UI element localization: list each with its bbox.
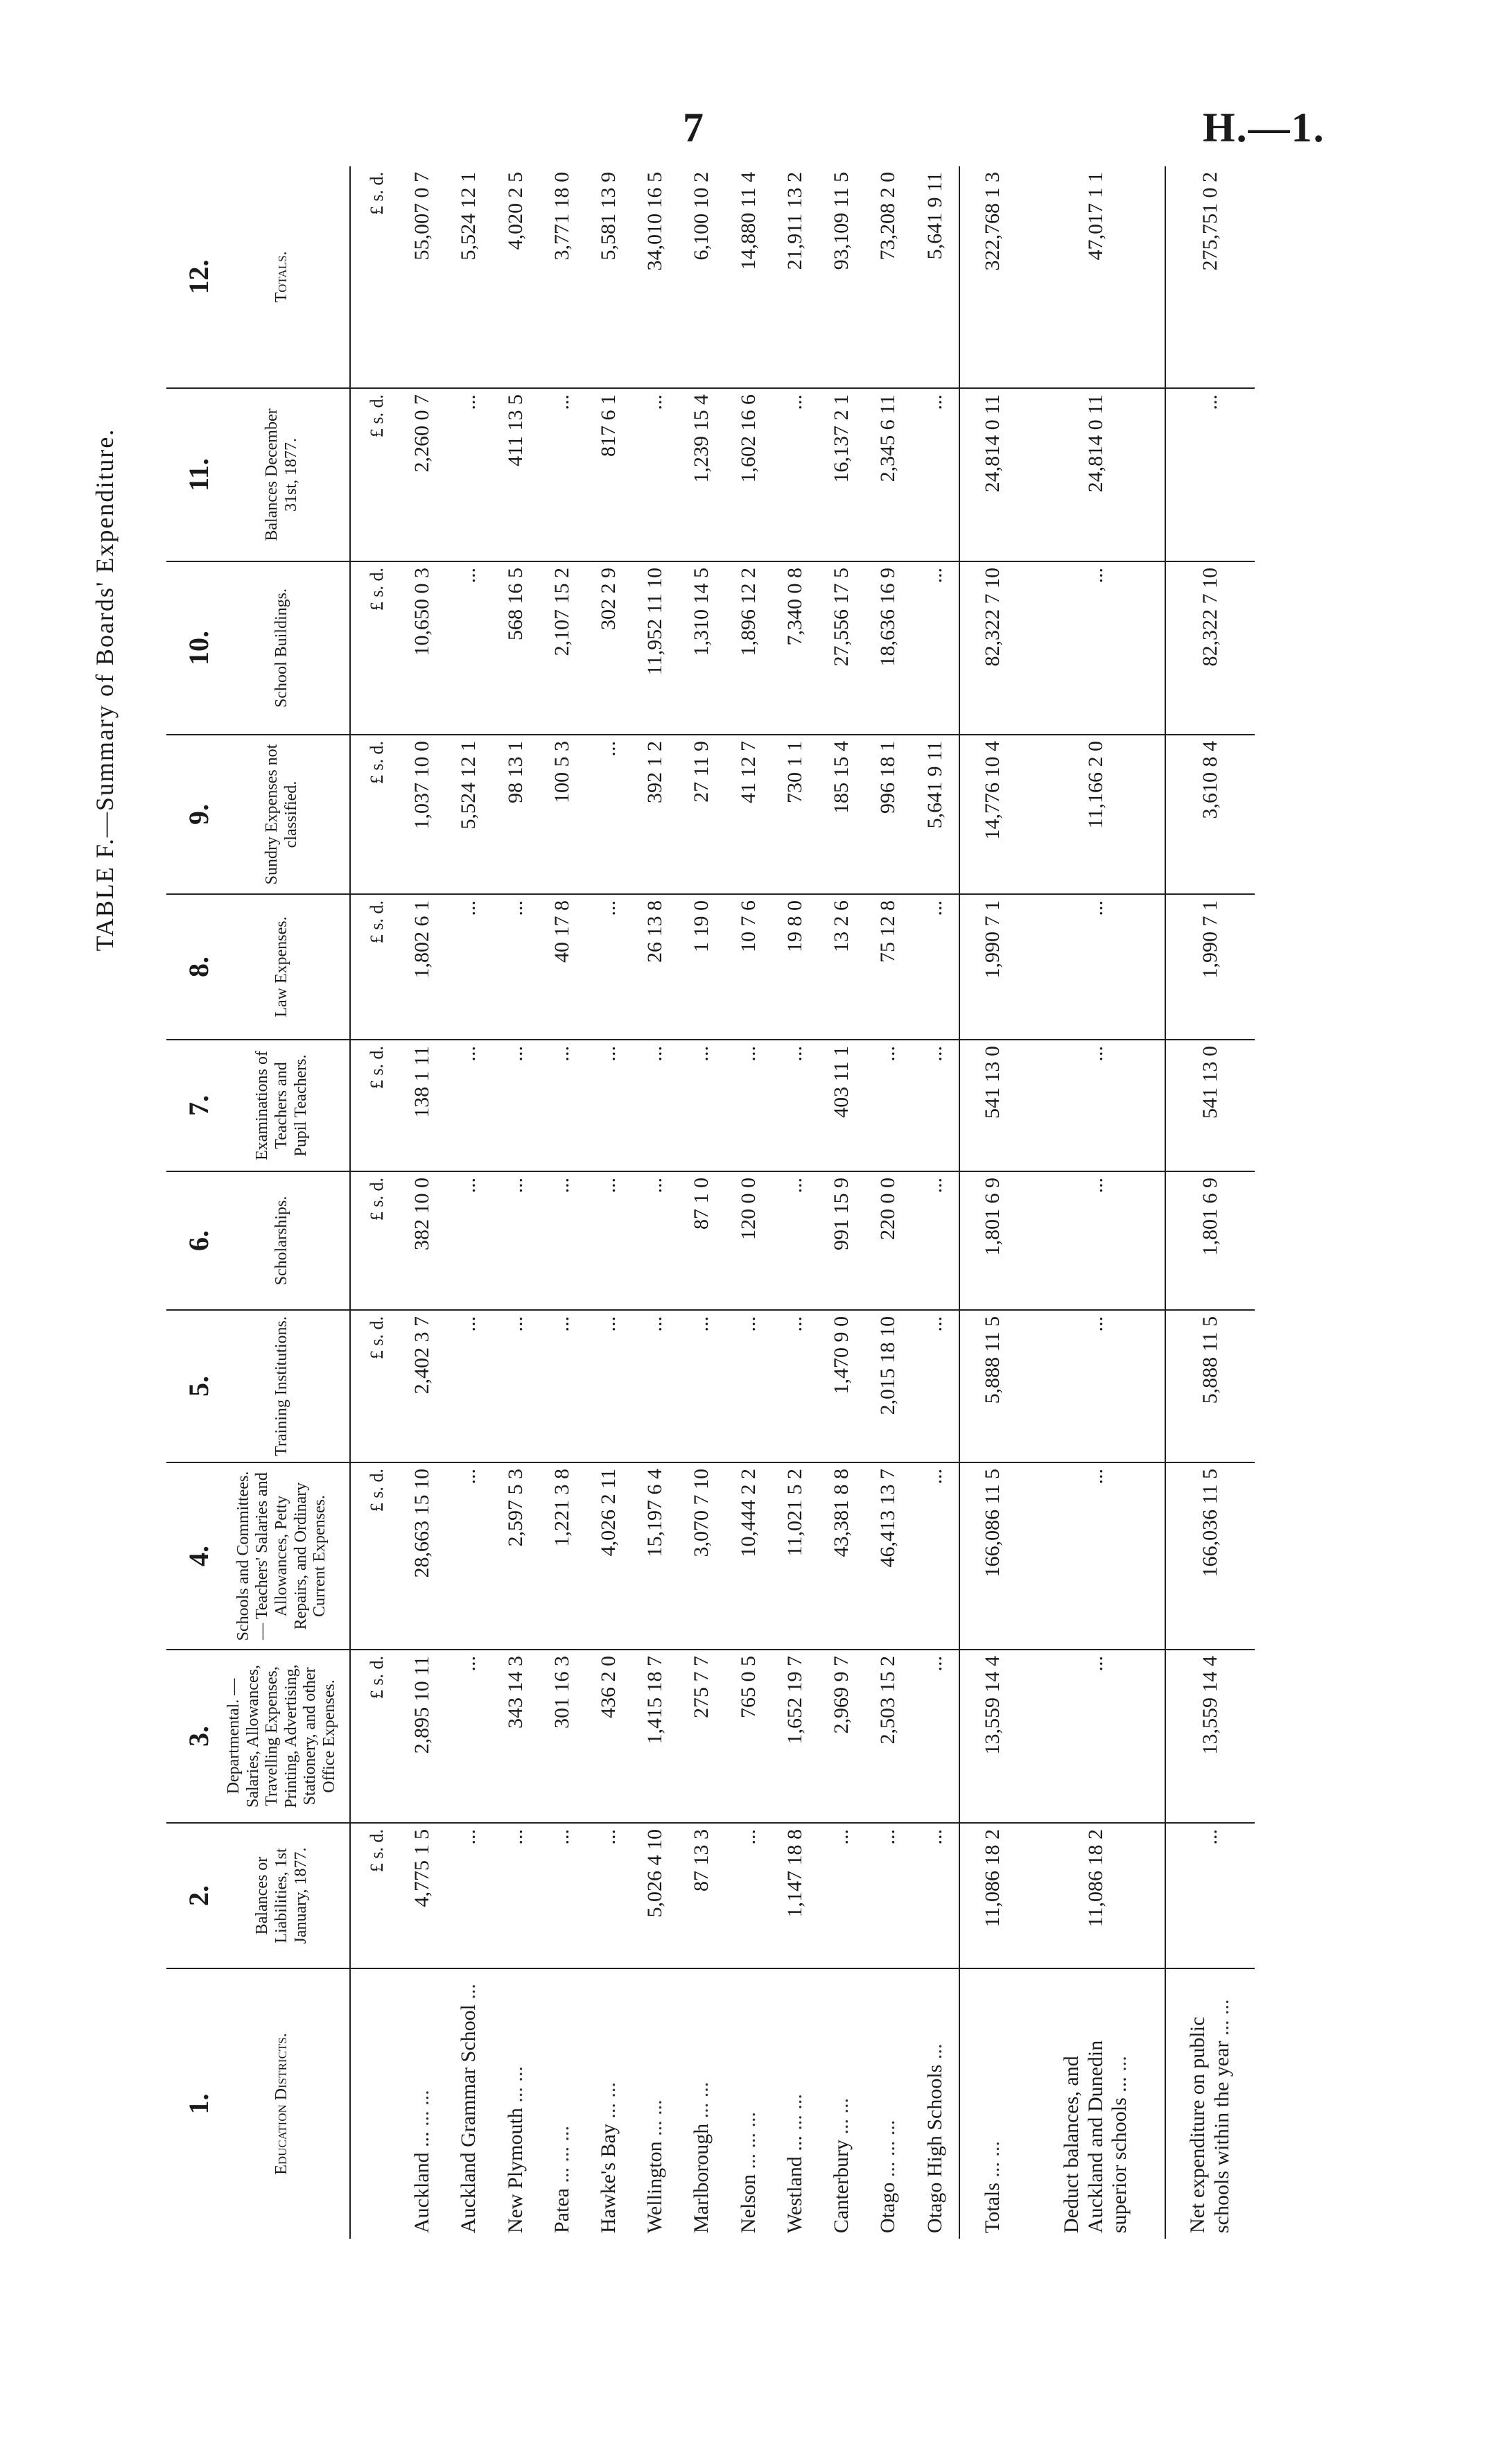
amount-cell: ... xyxy=(492,1310,539,1462)
document-reference: H.—1. xyxy=(1203,105,1325,150)
amount-cell: 11,021 5 2 xyxy=(772,1462,818,1650)
amount-cell: ... xyxy=(539,1040,585,1171)
amount-cell: ... xyxy=(1019,1650,1165,1823)
column-heading-training: Training Institutions. xyxy=(220,1310,350,1462)
deduct-row xyxy=(1019,166,1165,2239)
amount-cell: 5,888 11 5 xyxy=(1165,1310,1255,1462)
amount-cell: 2,895 10 11 xyxy=(399,1650,446,1823)
amount-cell: 18,636 16 9 xyxy=(865,561,912,735)
unit-label: £ s. d. xyxy=(350,388,399,561)
amount-cell: ... xyxy=(446,894,492,1040)
column-heading-row xyxy=(220,166,350,2239)
unit-label: £ s. d. xyxy=(350,1310,399,1462)
column-heading-schools-committees: Schools and Committees. — Teachers' Salaries and Allowances, Petty Repairs, and Ordinary Current Expenses. xyxy=(220,1462,350,1650)
table-row xyxy=(492,166,539,2239)
amount-cell: 3,771 18 0 xyxy=(539,166,585,388)
amount-cell: ... xyxy=(679,1310,725,1462)
district-name: Marlborough xyxy=(690,2123,713,2233)
amount-cell: ... xyxy=(772,1040,818,1171)
amount-cell: 4,775 1 5 xyxy=(399,1823,446,1968)
amount-cell: 541 13 0 xyxy=(959,1040,1019,1171)
amount-cell: ... xyxy=(1019,1171,1165,1310)
column-number: 9. xyxy=(166,735,220,894)
amount-cell: 11,086 18 2 xyxy=(959,1823,1019,1968)
column-number-row xyxy=(166,166,220,2239)
amount-cell: 436 2 0 xyxy=(586,1650,632,1823)
amount-cell: 403 11 1 xyxy=(819,1040,865,1171)
district-cell xyxy=(586,1968,632,2239)
district-cell xyxy=(679,1968,725,2239)
unit-label: £ s. d. xyxy=(350,1462,399,1650)
amount-cell: 817 6 1 xyxy=(586,388,632,561)
amount-cell: 4,020 2 5 xyxy=(492,166,539,388)
leader-dots: ... ... ... xyxy=(736,2112,760,2169)
amount-cell: ... xyxy=(912,1171,959,1310)
leader-dots: ... xyxy=(457,1984,480,2000)
amount-cell: ... xyxy=(912,388,959,561)
amount-cell: ... xyxy=(446,1040,492,1171)
amount-cell: ... xyxy=(912,1462,959,1650)
amount-cell: 5,026 4 10 xyxy=(632,1823,679,1968)
district-cell xyxy=(446,1968,492,2239)
amount-cell: ... xyxy=(912,894,959,1040)
amount-cell: 166,036 11 5 xyxy=(1165,1462,1255,1650)
amount-cell: 34,010 16 5 xyxy=(632,166,679,388)
district-cell xyxy=(539,1968,585,2239)
amount-cell: 275 7 7 xyxy=(679,1650,725,1823)
amount-cell: 1,239 15 4 xyxy=(679,388,725,561)
district-name: Deduct balances, and Auckland and Dunedin superior schools ... xyxy=(1060,2040,1131,2233)
amount-cell: ... xyxy=(586,735,632,894)
amount-cell: 55,007 0 7 xyxy=(399,166,446,388)
amount-cell: 5,641 9 11 xyxy=(912,166,959,388)
amount-cell: 730 1 1 xyxy=(772,735,818,894)
district-name: Net expenditure on public schools within the year xyxy=(1186,2016,1233,2233)
district-cell xyxy=(632,1968,679,2239)
amount-cell: ... xyxy=(912,1650,959,1823)
amount-cell: 5,581 13 9 xyxy=(586,166,632,388)
amount-cell: 5,524 12 1 xyxy=(446,166,492,388)
amount-cell: 2,345 6 11 xyxy=(865,388,912,561)
amount-cell: ... xyxy=(492,894,539,1040)
leader-dots: ... ... xyxy=(783,2094,806,2131)
amount-cell: 98 13 1 xyxy=(492,735,539,894)
amount-cell: 2,969 9 7 xyxy=(819,1650,865,1823)
unit-label: £ s. d. xyxy=(350,1171,399,1310)
amount-cell: 11,086 18 2 xyxy=(1019,1823,1165,1968)
amount-cell: 302 2 9 xyxy=(586,561,632,735)
amount-cell: 82,322 7 10 xyxy=(959,561,1019,735)
amount-cell: ... xyxy=(586,894,632,1040)
amount-cell: 87 1 0 xyxy=(679,1171,725,1310)
column-number: 3. xyxy=(166,1650,220,1823)
unit-label: £ s. d. xyxy=(350,1823,399,1968)
amount-cell: 82,322 7 10 xyxy=(1165,561,1255,735)
amount-cell: 4,026 2 11 xyxy=(586,1462,632,1650)
amount-cell: 27,556 17 5 xyxy=(819,561,865,735)
amount-cell: 43,381 8 8 xyxy=(819,1462,865,1650)
amount-cell: 1,802 6 1 xyxy=(399,894,446,1040)
totals-row xyxy=(959,166,1019,2239)
amount-cell: ... xyxy=(539,1171,585,1310)
amount-cell: ... xyxy=(586,1171,632,1310)
district-cell xyxy=(959,1968,1019,2239)
amount-cell: ... xyxy=(446,1310,492,1462)
amount-cell: 5,524 12 1 xyxy=(446,735,492,894)
amount-cell: ... xyxy=(446,561,492,735)
amount-cell: 5,641 9 11 xyxy=(912,735,959,894)
district-cell xyxy=(399,1968,446,2239)
amount-cell: ... xyxy=(446,388,492,561)
column-heading-law: Law Expenses. xyxy=(220,894,350,1040)
amount-cell: 185 15 4 xyxy=(819,735,865,894)
amount-cell: ... xyxy=(912,1823,959,1968)
amount-cell: 120 0 0 xyxy=(725,1171,772,1310)
amount-cell: 2,597 5 3 xyxy=(492,1462,539,1650)
expenditure-table xyxy=(166,166,1255,2239)
table-row xyxy=(446,166,492,2239)
column-heading-examinations: Examinations of Teachers and Pupil Teachers. xyxy=(220,1040,350,1171)
column-heading-buildings: School Buildings. xyxy=(220,561,350,735)
amount-cell: 16,137 2 1 xyxy=(819,388,865,561)
amount-cell: 13,559 14 4 xyxy=(1165,1650,1255,1823)
column-number: 6. xyxy=(166,1171,220,1310)
leader-dots: ... ... ... xyxy=(876,2120,900,2178)
district-cell xyxy=(772,1968,818,2239)
unit-label: £ s. d. xyxy=(350,1650,399,1823)
column-heading-closing-balances: Balances December 31st, 1877. xyxy=(220,388,350,561)
amount-cell: 1,415 18 7 xyxy=(632,1650,679,1823)
amount-cell: 10,650 0 3 xyxy=(399,561,446,735)
amount-cell: 1,221 3 8 xyxy=(539,1462,585,1650)
district-cell xyxy=(1019,1968,1165,2239)
amount-cell: 41 12 7 xyxy=(725,735,772,894)
leader-dots: ... ... xyxy=(829,2098,853,2135)
amount-cell: ... xyxy=(679,1040,725,1171)
table-row xyxy=(865,166,912,2239)
amount-cell: ... xyxy=(725,1310,772,1462)
amount-cell: ... xyxy=(772,388,818,561)
district-name: Totals xyxy=(981,2183,1004,2233)
unit-label: £ s. d. xyxy=(350,894,399,1040)
column-number: 4. xyxy=(166,1462,220,1650)
amount-cell: 2,503 15 2 xyxy=(865,1650,912,1823)
table-row xyxy=(586,166,632,2239)
leader-dots: ... ... xyxy=(1210,1999,1233,2036)
leader-dots: ... xyxy=(1108,2056,1131,2072)
amount-cell: 15,197 6 4 xyxy=(632,1462,679,1650)
column-heading-districts: Education Districts. xyxy=(220,1968,350,2239)
table-row xyxy=(539,166,585,2239)
leader-dots: ... ... xyxy=(410,2090,434,2126)
column-heading-sundry: Sundry Expenses not classified. xyxy=(220,735,350,894)
amount-cell: ... xyxy=(912,561,959,735)
leader-dots: ... ... xyxy=(690,2081,713,2119)
district-cell xyxy=(819,1968,865,2239)
amount-cell: 1,801 6 9 xyxy=(1165,1171,1255,1310)
district-name: Canterbury xyxy=(829,2140,853,2233)
amount-cell: 47,017 1 1 xyxy=(1019,166,1165,388)
amount-cell: 1,310 14 5 xyxy=(679,561,725,735)
amount-cell: 322,768 1 3 xyxy=(959,166,1019,388)
amount-cell: ... xyxy=(865,1040,912,1171)
amount-cell: 14,880 11 4 xyxy=(725,166,772,388)
amount-cell: 343 14 3 xyxy=(492,1650,539,1823)
amount-cell: ... xyxy=(772,1310,818,1462)
table-row xyxy=(632,166,679,2239)
district-name: Hawke's Bay xyxy=(597,2124,620,2233)
amount-cell: 11,952 11 10 xyxy=(632,561,679,735)
amount-cell: 392 1 2 xyxy=(632,735,679,894)
net-expenditure-row xyxy=(1165,166,1255,2239)
leader-dots: ... xyxy=(923,2043,946,2060)
amount-cell: 100 5 3 xyxy=(539,735,585,894)
amount-cell: 6,100 10 2 xyxy=(679,166,725,388)
table-row xyxy=(399,166,446,2239)
table-row xyxy=(772,166,818,2239)
amount-cell: 1,990 7 1 xyxy=(1165,894,1255,1040)
amount-cell: 75 12 8 xyxy=(865,894,912,1040)
amount-cell: ... xyxy=(632,388,679,561)
unit-label: £ s. d. xyxy=(350,735,399,894)
unit-label: £ s. d. xyxy=(350,166,399,388)
amount-cell: 1 19 0 xyxy=(679,894,725,1040)
amount-cell: ... xyxy=(912,1310,959,1462)
amount-cell: 1,801 6 9 xyxy=(959,1171,1019,1310)
amount-cell: 411 13 5 xyxy=(492,388,539,561)
district-name: Otago High Schools xyxy=(923,2064,946,2233)
amount-cell: ... xyxy=(586,1040,632,1171)
amount-cell: 1,037 10 0 xyxy=(399,735,446,894)
district-name: Nelson xyxy=(736,2174,760,2233)
amount-cell: 93,109 11 5 xyxy=(819,166,865,388)
amount-cell: ... xyxy=(446,1462,492,1650)
amount-cell: 1,652 19 7 xyxy=(772,1650,818,1823)
amount-cell: ... xyxy=(865,1823,912,1968)
amount-cell: ... xyxy=(539,388,585,561)
column-number: 8. xyxy=(166,894,220,1040)
amount-cell: ... xyxy=(492,1171,539,1310)
table-row xyxy=(819,166,865,2239)
amount-cell: 10 7 6 xyxy=(725,894,772,1040)
amount-cell: ... xyxy=(586,1823,632,1968)
district-cell xyxy=(912,1968,959,2239)
table-row xyxy=(725,166,772,2239)
amount-cell: 2,402 3 7 xyxy=(399,1310,446,1462)
amount-cell: ... xyxy=(446,1650,492,1823)
amount-cell: ... xyxy=(632,1310,679,1462)
amount-cell: ... xyxy=(632,1171,679,1310)
amount-cell: ... xyxy=(586,1310,632,1462)
district-cell xyxy=(1165,1968,1255,2239)
column-heading-departmental: Departmental. — Salaries, Allowances, Travelling Expenses, Printing, Advertising, Stationery, and other Office Expenses. xyxy=(220,1650,350,1823)
table-row xyxy=(679,166,725,2239)
amount-cell: 24,814 0 11 xyxy=(959,388,1019,561)
amount-cell: 73,208 2 0 xyxy=(865,166,912,388)
amount-cell: ... xyxy=(819,1823,865,1968)
column-number: 2. xyxy=(166,1823,220,1968)
column-number: 1. xyxy=(183,2093,214,2115)
amount-cell: ... xyxy=(1165,1823,1255,1968)
amount-cell: 87 13 3 xyxy=(679,1823,725,1968)
district-cell xyxy=(725,1968,772,2239)
amount-cell: 166,086 11 5 xyxy=(959,1462,1019,1650)
unit-label: £ s. d. xyxy=(350,1040,399,1171)
leader-dots: ... ... xyxy=(597,2082,620,2119)
amount-cell: ... xyxy=(1019,1462,1165,1650)
amount-cell: 765 0 5 xyxy=(725,1650,772,1823)
column-heading-scholarships: Scholarships. xyxy=(220,1171,350,1310)
amount-cell: 382 10 0 xyxy=(399,1171,446,1310)
amount-cell: ... xyxy=(725,1040,772,1171)
district-cell xyxy=(865,1968,912,2239)
amount-cell: 220 0 0 xyxy=(865,1171,912,1310)
column-number: 12. xyxy=(166,166,220,388)
amount-cell: 5,888 11 5 xyxy=(959,1310,1019,1462)
amount-cell: 3,070 7 10 xyxy=(679,1462,725,1650)
leader-dots: ... ... xyxy=(503,2066,527,2103)
column-number: 7. xyxy=(166,1040,220,1171)
amount-cell: ... xyxy=(446,1171,492,1310)
district-name: Wellington xyxy=(643,2141,667,2233)
units-row xyxy=(350,166,399,2239)
table-container xyxy=(166,166,1255,2239)
amount-cell: ... xyxy=(772,1171,818,1310)
amount-cell: 1,896 12 2 xyxy=(725,561,772,735)
amount-cell: 138 1 11 xyxy=(399,1040,446,1171)
amount-cell: 2,260 0 7 xyxy=(399,388,446,561)
amount-cell: 26 13 8 xyxy=(632,894,679,1040)
amount-cell: 46,413 13 7 xyxy=(865,1462,912,1650)
table-caption: TABLE F.—Summary of Boards' Expenditure. xyxy=(91,428,119,952)
amount-cell: 40 17 8 xyxy=(539,894,585,1040)
amount-cell: ... xyxy=(1019,1040,1165,1171)
amount-cell: ... xyxy=(1019,561,1165,735)
column-number: 5. xyxy=(166,1310,220,1462)
amount-cell: ... xyxy=(1019,1310,1165,1462)
amount-cell: 2,107 15 2 xyxy=(539,561,585,735)
district-cell xyxy=(492,1968,539,2239)
amount-cell: 3,610 8 4 xyxy=(1165,735,1255,894)
amount-cell: 10,444 2 2 xyxy=(725,1462,772,1650)
amount-cell: 7,340 0 8 xyxy=(772,561,818,735)
district-name: Westland ... xyxy=(783,2135,806,2233)
amount-cell: 1,147 18 8 xyxy=(772,1823,818,1968)
amount-cell: 11,166 2 0 xyxy=(1019,735,1165,894)
amount-cell: 2,015 18 10 xyxy=(865,1310,912,1462)
amount-cell: ... xyxy=(912,1040,959,1171)
amount-cell: 541 13 0 xyxy=(1165,1040,1255,1171)
district-name: New Plymouth xyxy=(503,2108,527,2233)
amount-cell: 14,776 10 4 xyxy=(959,735,1019,894)
leader-dots: ... ... ... xyxy=(550,2126,573,2183)
amount-cell: ... xyxy=(492,1823,539,1968)
amount-cell: ... xyxy=(539,1823,585,1968)
amount-cell: 21,911 13 2 xyxy=(772,166,818,388)
district-name: Auckland ... xyxy=(410,2131,434,2233)
amount-cell: 24,814 0 11 xyxy=(1019,388,1165,561)
district-name: Otago xyxy=(876,2182,900,2233)
amount-cell: 996 18 1 xyxy=(865,735,912,894)
amount-cell: ... xyxy=(1165,388,1255,561)
amount-cell: 28,663 15 10 xyxy=(399,1462,446,1650)
amount-cell: 19 8 0 xyxy=(772,894,818,1040)
column-number: 10. xyxy=(166,561,220,735)
amount-cell: 13 2 6 xyxy=(819,894,865,1040)
leader-dots: ... ... xyxy=(643,2099,667,2136)
table-row xyxy=(912,166,959,2239)
amount-cell: ... xyxy=(632,1040,679,1171)
amount-cell: 991 15 9 xyxy=(819,1171,865,1310)
amount-cell: 568 16 5 xyxy=(492,561,539,735)
amount-cell: ... xyxy=(539,1310,585,1462)
amount-cell: 275,751 0 2 xyxy=(1165,166,1255,388)
amount-cell: 1,470 9 0 xyxy=(819,1310,865,1462)
amount-cell: 1,990 7 1 xyxy=(959,894,1019,1040)
table-body xyxy=(350,166,1255,2239)
amount-cell: 301 16 3 xyxy=(539,1650,585,1823)
column-heading-opening-balances: Balances or Liabilities, 1st January, 1877. xyxy=(220,1823,350,1968)
amount-cell: 13,559 14 4 xyxy=(959,1650,1019,1823)
amount-cell: ... xyxy=(446,1823,492,1968)
leader-dots: ... ... xyxy=(981,2141,1004,2178)
unit-label: £ s. d. xyxy=(350,561,399,735)
page-number: 7 xyxy=(683,105,704,150)
district-name: Auckland Grammar School xyxy=(457,2004,480,2233)
district-name: Patea xyxy=(550,2188,573,2233)
column-heading-totals: Totals. xyxy=(220,166,350,388)
amount-cell: ... xyxy=(1019,894,1165,1040)
amount-cell: 27 11 9 xyxy=(679,735,725,894)
amount-cell: ... xyxy=(725,1823,772,1968)
amount-cell: ... xyxy=(492,1040,539,1171)
column-number: 11. xyxy=(166,388,220,561)
amount-cell: 1,602 16 6 xyxy=(725,388,772,561)
